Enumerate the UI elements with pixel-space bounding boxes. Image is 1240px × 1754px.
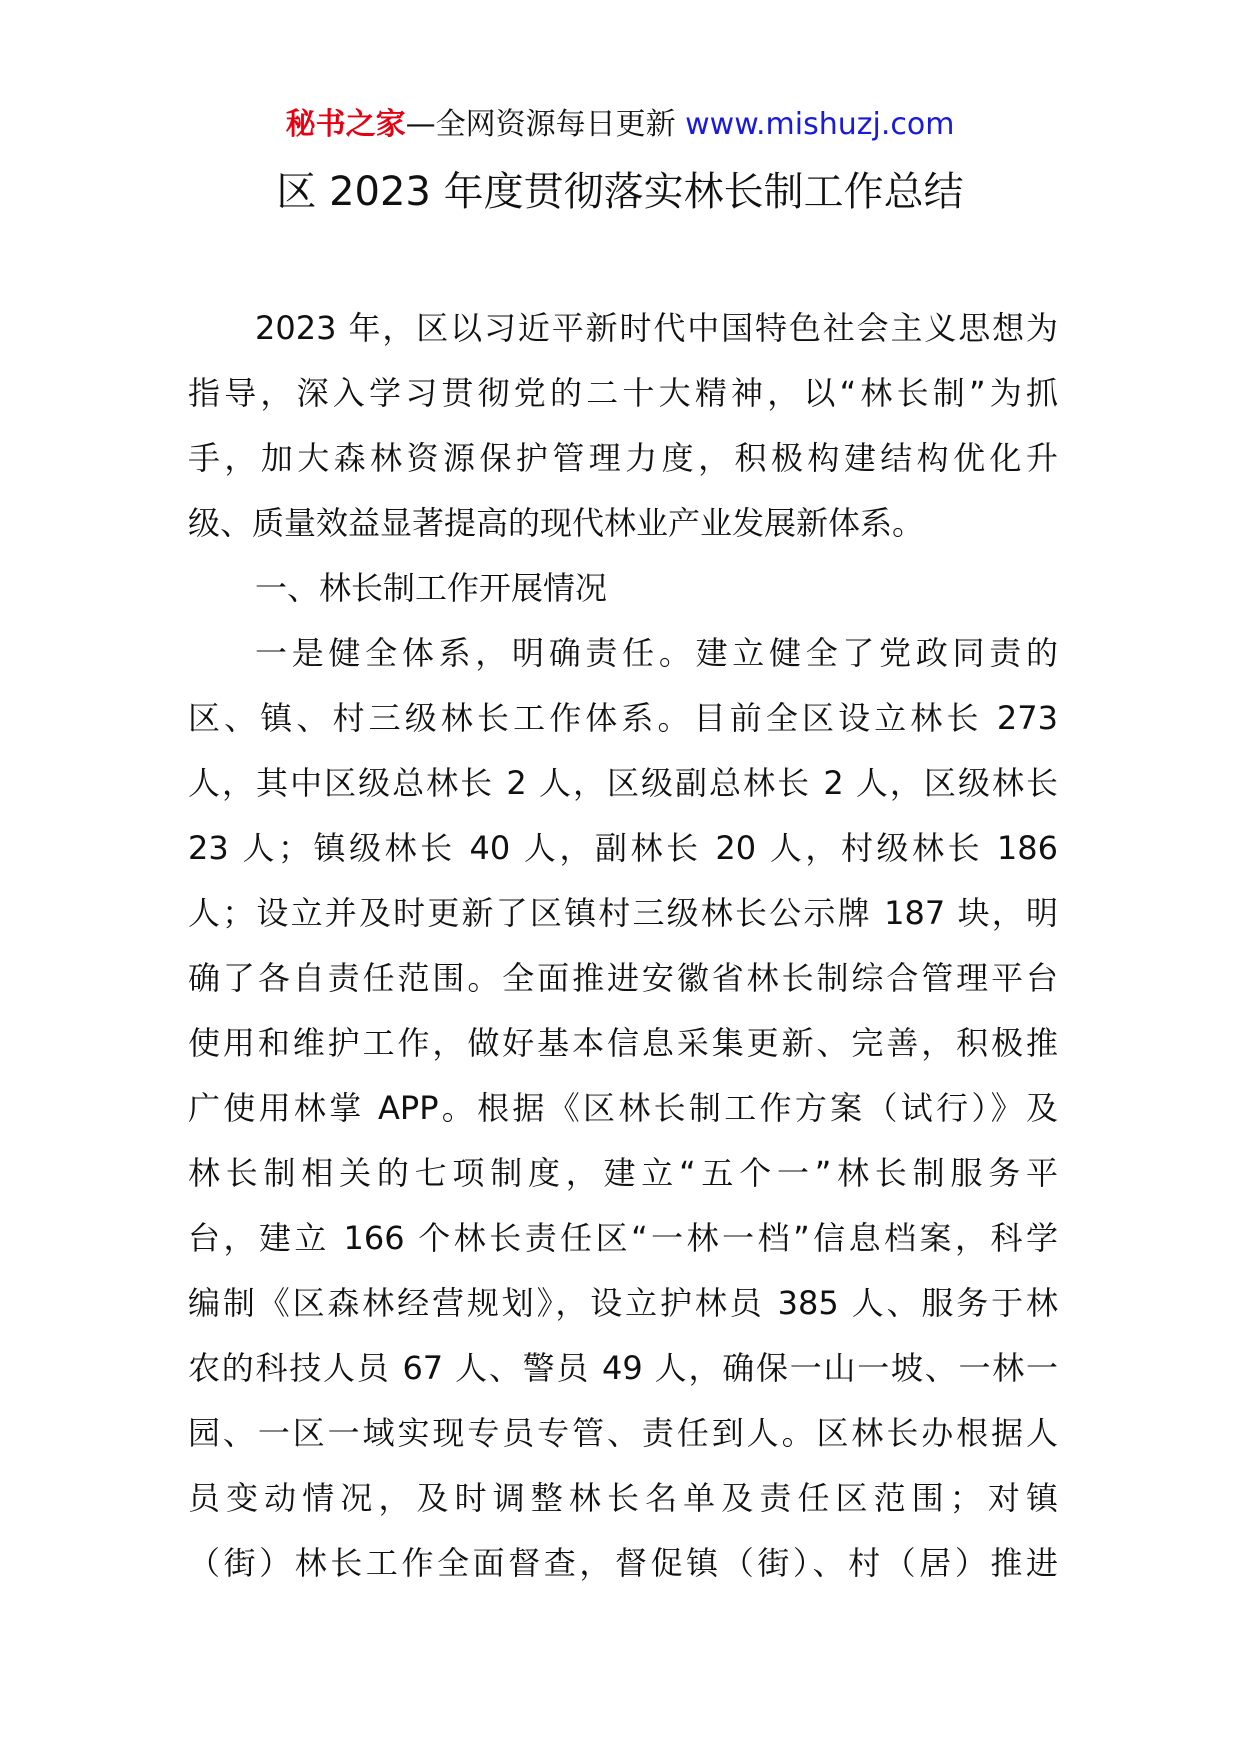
text-line: 编制《区森林经营规划》，设立护林员 385 人、服务于林 [188, 1284, 1058, 1322]
text-line: 区、镇、村三级林长工作体系。目前全区设立林长 273 [188, 699, 1058, 737]
text-line: 指导，深入学习贯彻党的二十大精神，以“林长制”为抓 [188, 374, 1058, 412]
text-line: （街）林长工作全面督查，督促镇（街）、村（居）推进 [188, 1544, 1058, 1582]
text-line: 级、质量效益显著提高的现代林业产业发展新体系。 [188, 504, 925, 542]
watermark-header [0, 100, 1240, 150]
text-line: 广使用林掌 APP。根据《区林长制工作方案（试行）》及 [188, 1089, 1058, 1127]
brand-slogan: —全网资源每日更新 [405, 107, 676, 142]
text-line: 农的科技人员 67 人、警员 49 人，确保一山一坡、一林一 [188, 1349, 1058, 1387]
text-line: 使用和维护工作，做好基本信息采集更新、完善，积极推 [188, 1024, 1058, 1062]
document-body [188, 296, 1058, 1596]
text-line: 手，加大森林资源保护管理力度，积极构建结构优化升 [188, 439, 1058, 477]
text-line: 人，其中区级总林长 2 人，区级副总林长 2 人，区级林长 [188, 764, 1058, 802]
document-title: 区 2023 年度贯彻落实林长制工作总结 [276, 169, 964, 215]
text-line: 人；设立并及时更新了区镇村三级林长公示牌 187 块，明 [188, 894, 1058, 932]
text-line: 台，建立 166 个林长责任区“一林一档”信息档案，科学 [188, 1219, 1058, 1257]
section-heading: 一、林长制工作开展情况 [255, 569, 608, 607]
text-line: 员变动情况，及时调整林长名单及责任区范围；对镇 [188, 1479, 1058, 1517]
text-line: 23 人；镇级林长 40 人，副林长 20 人，村级林长 186 [188, 829, 1058, 867]
text-line: 园、一区一域实现专员专管、责任到人。区林长办根据人 [188, 1414, 1058, 1452]
brand-name: 秘书之家 [285, 107, 406, 142]
text-line: 一是健全体系，明确责任。建立健全了党政同责的 [255, 634, 1058, 672]
brand-url: www.mishuzj.com [685, 107, 955, 142]
text-line: 2023 年，区以习近平新时代中国特色社会主义思想为 [255, 309, 1058, 347]
text-line: 林长制相关的七项制度，建立“五个一”林长制服务平 [188, 1154, 1058, 1192]
text-line: 确了各自责任范围。全面推进安徽省林长制综合管理平台 [188, 959, 1058, 997]
